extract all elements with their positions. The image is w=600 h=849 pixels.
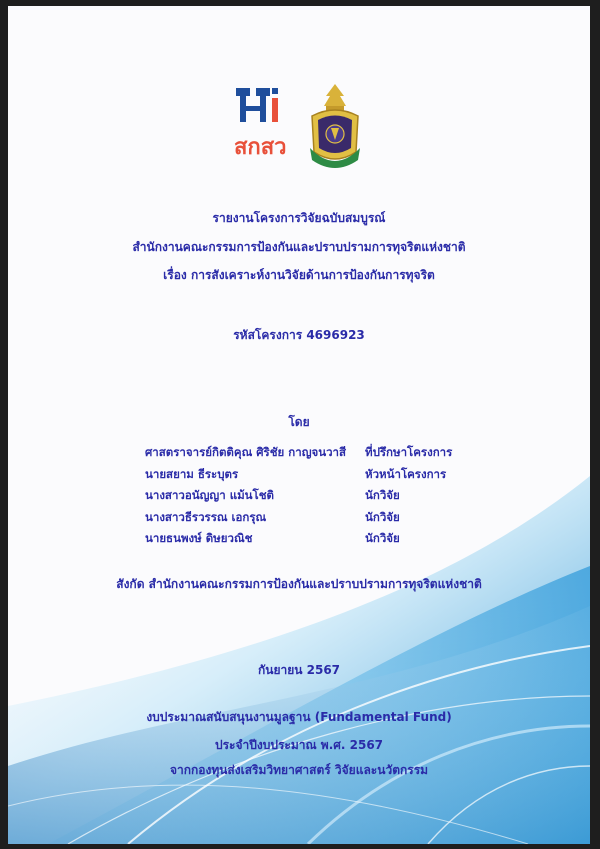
report-type-heading: รายงานโครงการวิจัยฉบับสมบูรณ์	[212, 211, 386, 225]
member-name: ศาสตราจารย์กิตติคุณ ศิริชัย กาญจนวาสี	[145, 445, 347, 459]
team-member	[145, 444, 465, 466]
team-member	[145, 487, 465, 509]
report-cover-page	[8, 6, 590, 844]
team-member	[145, 509, 465, 531]
team-member	[145, 466, 465, 488]
affiliation: สังกัด สำนักงานคณะกรรมการป้องกันและปราบปรามการทุจริตแห่งชาติ	[116, 577, 482, 591]
by-label: โดย	[288, 415, 310, 429]
member-name: นางสาวอนัญญา แม้นโชติ	[145, 488, 274, 502]
research-team-list	[145, 444, 465, 552]
report-subject-heading: เรื่อง การสังเคราะห์งานวิจัยด้านการป้องกันการทุจริต	[163, 268, 435, 282]
funding-line-1: งบประมาณสนับสนุนงานมูลฐาน (Fundamental Fund)	[146, 710, 452, 724]
member-role: หัวหน้าโครงการ	[365, 466, 447, 481]
member-role: นักวิจัย	[365, 488, 400, 502]
project-code: รหัสโครงการ 4696923	[233, 328, 365, 342]
team-member	[145, 530, 465, 552]
member-role: ที่ปรึกษาโครงการ	[365, 445, 453, 459]
member-role: นักวิจัย	[365, 509, 400, 524]
nacc-emblem-seal-icon	[304, 82, 366, 170]
agency-heading: สำนักงานคณะกรรมการป้องกันและปราบปรามการทุจริตแห่งชาติ	[132, 240, 466, 254]
member-role: นักวิจัย	[365, 531, 400, 545]
tsri-logo-text: สกสว	[234, 135, 287, 160]
member-name: นางสาวธีรวรรณ เอกรุณ	[145, 509, 267, 524]
member-name: นายสยาม ธีระบุตร	[145, 466, 239, 481]
report-date: กันยายน 2567	[257, 663, 341, 677]
tsri-logo-icon	[234, 82, 294, 168]
logo-group	[234, 82, 374, 172]
funding-line-2: ประจำปีงบประมาณ พ.ศ. 2567	[214, 738, 384, 752]
member-name: นายธนพงษ์ ดิษยวณิช	[145, 531, 253, 545]
funding-line-3: จากกองทุนส่งเสริมวิทยาศาสตร์ วิจัยและนวัตกรรม	[169, 763, 429, 777]
